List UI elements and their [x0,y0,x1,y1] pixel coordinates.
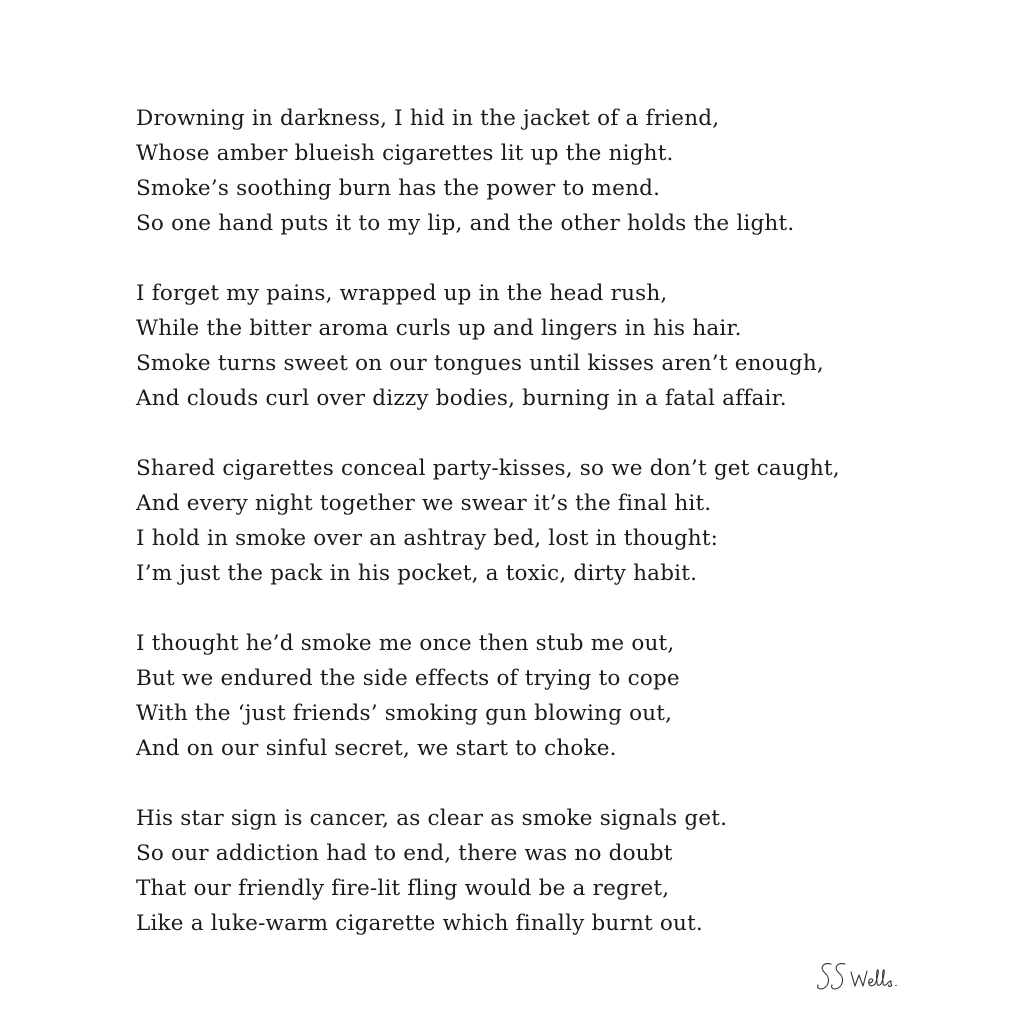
poem-line: I hold in smoke over an ashtray bed, lost in thought: [136,526,719,551]
poem-line: Smoke’s soothing burn has the power to mend. [136,176,661,201]
poem-line: So our addiction had to end, there was no doubt [136,841,673,866]
poem-line: I forget my pains, wrapped up in the head rush, [136,281,668,306]
stanza-3 [136,451,996,591]
poem-line: Whose amber blueish cigarettes lit up the night. [136,141,674,166]
poem-line: Drowning in darkness, I hid in the jacket of a friend, [136,106,720,131]
poem-line: Like a luke-warm cigarette which finally burnt out. [136,911,703,936]
stanza-2 [136,276,996,416]
poem-line: His star sign is cancer, as clear as smoke signals get. [136,806,728,831]
signature-graphic [815,958,920,998]
poem-line: And every night together we swear it’s the final hit. [136,491,712,516]
author-signature [815,958,920,998]
poem-line: I’m just the pack in his pocket, a toxic, dirty habit. [136,561,698,586]
poem-line: Smoke turns sweet on our tongues until kisses aren’t enough, [136,351,824,376]
stanza-4 [136,626,996,766]
poem-line: And on our sinful secret, we start to choke. [136,736,617,761]
poem-line: With the ‘just friends’ smoking gun blowing out, [136,701,673,726]
poem-line: While the bitter aroma curls up and lingers in his hair. [136,316,742,341]
poem-line: Shared cigarettes conceal party-kisses, so we don’t get caught, [136,456,840,481]
stanza-5 [136,801,996,941]
poem-line: But we endured the side effects of trying to cope [136,666,680,691]
poem-line: That our friendly fire-lit fling would be a regret, [136,876,670,901]
poem [136,101,996,941]
stanza-1 [136,101,996,241]
poem-line: And clouds curl over dizzy bodies, burning in a fatal affair. [136,386,787,411]
poem-line: I thought he’d smoke me once then stub me out, [136,631,675,656]
poem-line: So one hand puts it to my lip, and the other holds the light. [136,211,795,236]
